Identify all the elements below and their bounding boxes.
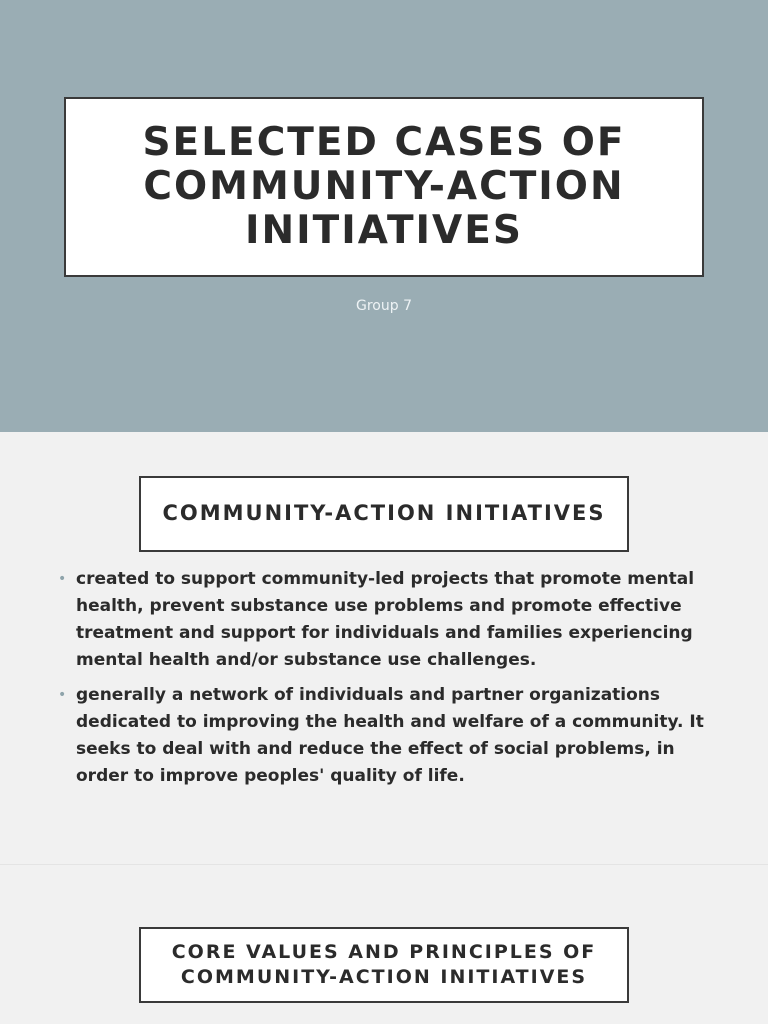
bullet-text: generally a network of individuals and partner organizations dedicated to improving the health and welfare of a community. It seeks to deal with and reduce the effect of social problems, in order to improve peoples' quality of life. — [76, 685, 704, 786]
title-box — [139, 927, 629, 1003]
bullet-item — [58, 566, 718, 674]
slide-heading: CORE VALUES AND PRINCIPLES OF COMMUNITY-ACTION INITIATIVES — [171, 941, 597, 988]
slide-heading: COMMUNITY-ACTION INITIATIVES — [162, 501, 606, 526]
title-box — [139, 476, 629, 552]
slide-community-action-initiatives — [0, 432, 768, 864]
bullet-list — [58, 566, 718, 798]
bullet-item — [58, 682, 718, 790]
slide-subtitle: Group 7 — [356, 298, 412, 314]
bullet-dot-icon: • — [58, 571, 67, 587]
bullet-text: created to support community-led projects that promote mental health, prevent substance use problems and promote effective treatment and support for individuals and families experiencing mental health and/or substance use challenges. — [76, 569, 695, 670]
bullet-dot-icon: • — [58, 687, 67, 703]
slide-core-values — [0, 864, 768, 1024]
slide-title — [0, 0, 768, 432]
slide-title-heading: SELECTED CASES OF COMMUNITY-ACTION INITIATIVES — [142, 120, 626, 253]
title-box — [64, 97, 704, 277]
